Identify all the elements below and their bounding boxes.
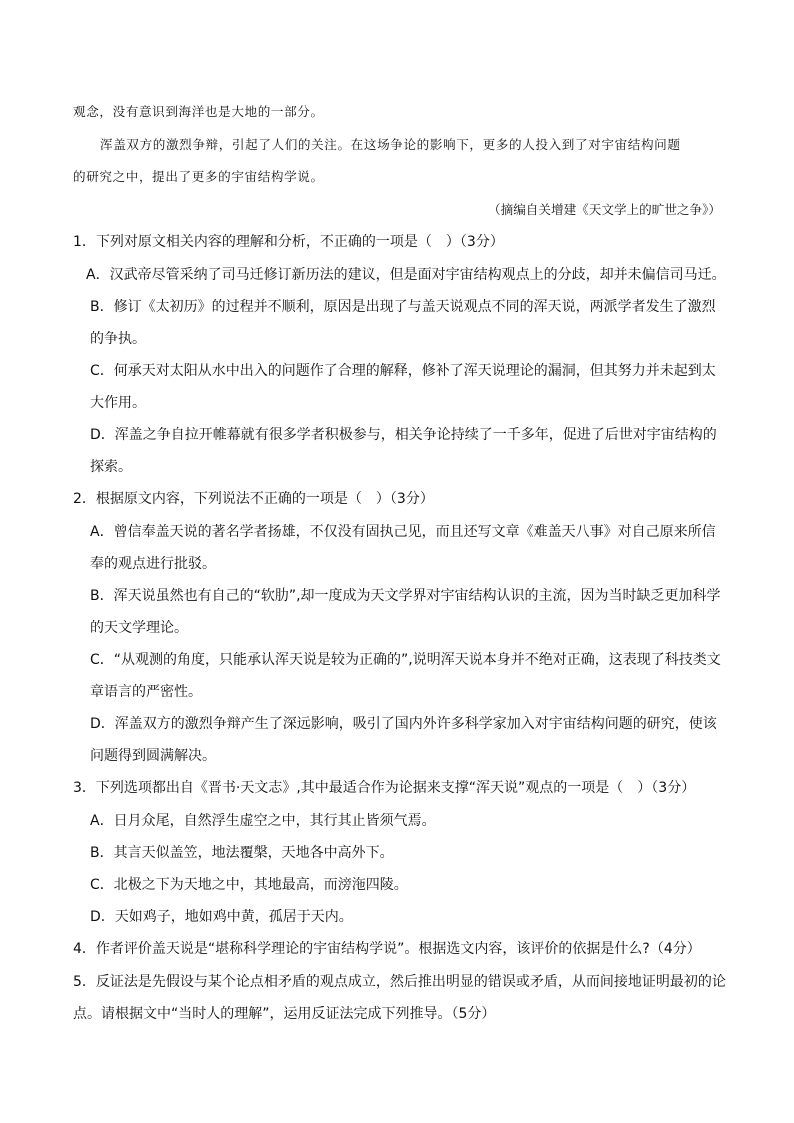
question-3-option-b: B．其言天似盖笠，地法覆槃，天地各中高外下。: [90, 845, 394, 861]
question-2-option-c-cont: 章语言的严密性。: [90, 684, 202, 700]
question-3-stem: 3．下列选项都出自《晋书·天文志》,其中最适合作为论据来支撑“浑天说”观点的一项是（ ）（3分）: [73, 780, 696, 796]
question-2-option-a: A．曾信奉盖天说的著名学者扬雄，不仅没有固执己见，而且还写文章《难盖天八事》对自己原来所信: [90, 524, 716, 540]
question-1-option-d-cont: 探索。: [90, 459, 132, 475]
question-1-option-c: C．何承天对太阳从水中出入的问题作了合理的解释，修补了浑天说理论的漏洞，但其努力并未起到太: [90, 363, 716, 379]
question-5-stem: 5．反证法是先假设与某个论点相矛盾的观点成立，然后推出明显的错误或矛盾，从而间接地证明最初的论: [73, 974, 726, 990]
question-2-option-d: D．浑盖双方的激烈争辩产生了深远影响，吸引了国内外许多科学家加入对宇宙结构问题的研究，使该: [90, 716, 717, 732]
question-5-stem-cont: 点。请根据文中“当时人的理解”，运用反证法完成下列推导。（5分）: [73, 1006, 496, 1022]
question-2-option-d-cont: 问题得到圆满解决。: [90, 748, 216, 764]
question-1-stem: 1．下列对原文相关内容的理解和分析，不正确的一项是（ ）（3分）: [73, 234, 504, 250]
question-1-option-a: A．汉武帝尽管采纳了司马迁修订新历法的建议，但是面对宇宙结构观点上的分歧，却并未偏信司马迁。: [86, 267, 726, 283]
question-2-option-b-cont: 的天文学理论。: [90, 620, 188, 636]
passage-line-2: 浑盖双方的激烈争辩，引起了人们的关注。在这场争论的影响下，更多的人投入到了对宇宙结构问题: [100, 137, 681, 152]
question-2-option-b: B．浑天说虽然也有自己的“软肋”,却一度成为天文学界对宇宙结构认识的主流，因为当时缺乏更加科学: [90, 588, 721, 604]
question-2-stem: 2．根据原文内容，下列说法不正确的一项是（ ）（3分）: [73, 491, 434, 507]
question-1-option-c-cont: 大作用。: [90, 395, 146, 411]
question-2-option-a-cont: 奉的观点进行批驳。: [90, 556, 216, 572]
question-3-option-d: D．天如鸡子，地如鸡中黄，孤居于天内。: [90, 909, 353, 925]
passage-line-1: 观念，没有意识到海洋也是大地的一部分。: [73, 104, 324, 119]
question-3-option-c: C．北极之下为天地之中，其地最高，而滂沲四陵。: [90, 877, 408, 893]
passage-line-3: 的研究之中，提出了更多的宇宙结构学说。: [73, 169, 324, 184]
question-3-option-a: A．日月众尾，自然浮生虚空之中，其行其止皆须气焉。: [90, 813, 436, 829]
question-1-option-b: B．修订《太初历》的过程并不顺利，原因是出现了与盖天说观点不同的浑天说，两派学者发生了激烈: [90, 299, 716, 315]
question-4-stem: 4．作者评价盖天说是“堪称科学理论的宇宙结构学说”。根据选文内容，该评价的依据是什么?（4分）: [73, 941, 701, 957]
question-1-option-b-cont: 的争执。: [90, 331, 146, 347]
passage-source: （摘编自关增建《天文学上的旷世之争》）: [488, 202, 721, 217]
question-1-option-d: D．浑盖之争自拉开帷幕就有很多学者积极参与，相关争论持续了一千多年，促进了后世对宇宙结构的: [90, 427, 717, 443]
question-2-option-c: C．“从观测的角度，只能承认浑天说是较为正确的”,说明浑天说本身并不绝对正确，这表现了科技类文: [90, 652, 721, 668]
